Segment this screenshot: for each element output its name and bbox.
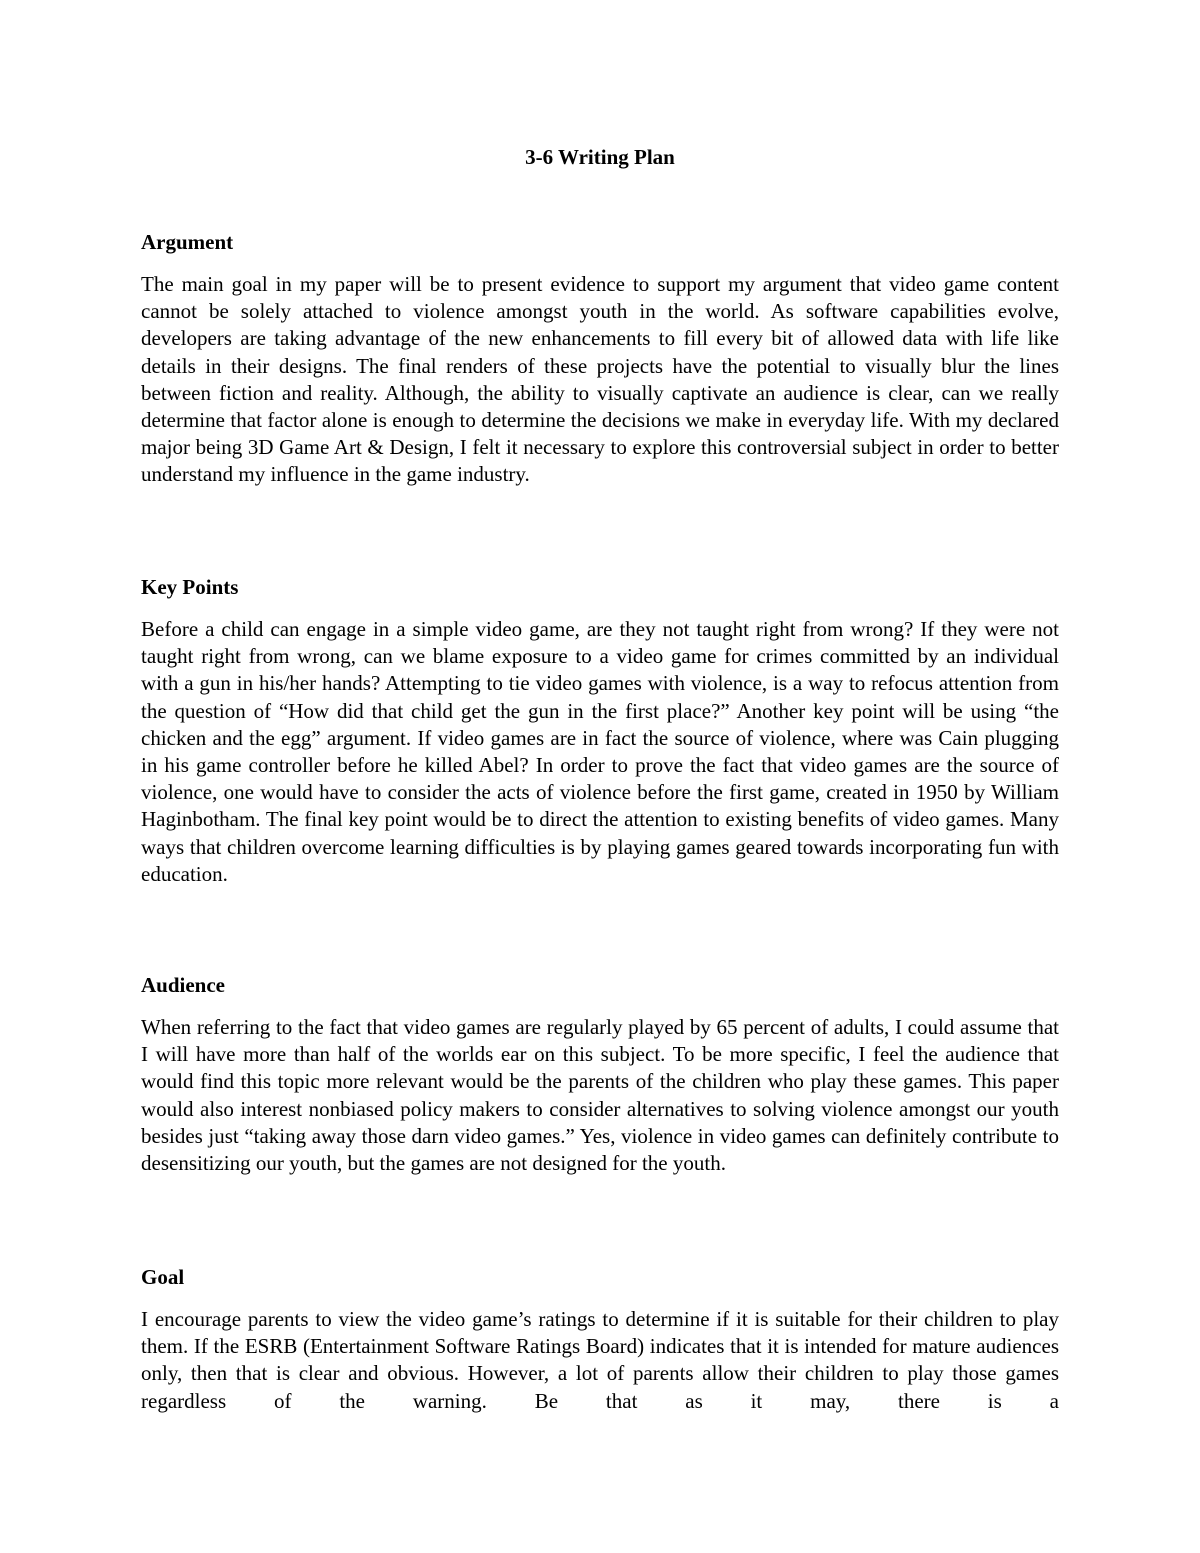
section-body-audience: When referring to the fact that video games are regularly played by 65 percent of adults, I could assume that I will have more than half of the worlds ear on this subject. To be more specific, I feel the audience that would find this topic more relevant would be the parents of the children who play these games. This paper would also interest nonbiased policy makers to consider alternatives to solving violence amongst our youth besides just “taking away those darn video games.” Yes, violence in video games can definitely contribute to desensitizing our youth, but the games are not designed for the youth. <box>141 1015 1059 1176</box>
section-argument <box>141 229 1059 489</box>
section-heading-argument: Argument <box>141 230 234 254</box>
section-heading-goal: Goal <box>141 1265 185 1289</box>
section-goal <box>141 1264 1059 1415</box>
section-heading-key-points: Key Points <box>141 575 239 599</box>
section-audience <box>141 972 1059 1177</box>
section-key-points <box>141 574 1059 888</box>
section-body-key-points: Before a child can engage in a simple video game, are they not taught right from wrong? If they were not taught right from wrong, can we blame exposure to a video game for crimes committed by an individual with a gun in his/her hands? Attempting to tie video games with violence, is a way to refocus attention from the question of “How did that child get the gun in the first place?” Another key point will be using “the chicken and the egg” argument. If video games are in fact the source of violence, where was Cain plugging in his game controller before he killed Abel? In order to prove the fact that video games are the source of violence, one would have to consider the acts of violence before the first game, created in 1950 by William Haginbotham. The final key point would be to direct the attention to existing benefits of video games. Many ways that children overcome learning difficulties is by playing games geared towards incorporating fun with education. <box>141 617 1059 886</box>
section-body-argument: The main goal in my paper will be to present evidence to support my argument that video game content cannot be solely attached to violence amongst youth in the world. As software capabilities evolve, developers are taking advantage of the new enhancements to fill every bit of allowed data with life like details in their designs. The final renders of these projects have the potential to visually blur the lines between fiction and reality. Although, the ability to visually captivate an audience is clear, can we really determine that factor alone is enough to determine the decisions we make in everyday life. With my declared major being 3D Game Art & Design, I felt it necessary to explore this controversial subject in order to better understand my influence in the game industry. <box>141 272 1059 487</box>
document-title: 3-6 Writing Plan <box>525 145 675 169</box>
section-body-goal: I encourage parents to view the video game’s ratings to determine if it is suitable for their children to play them. If the ESRB (Entertainment Software Ratings Board) indicates that it is intended for mature audiences only, then that is clear and obvious. However, a lot of parents allow their children to play those games regardless of the warning. Be that as it may, there is a <box>141 1307 1059 1413</box>
section-heading-audience: Audience <box>141 973 225 997</box>
